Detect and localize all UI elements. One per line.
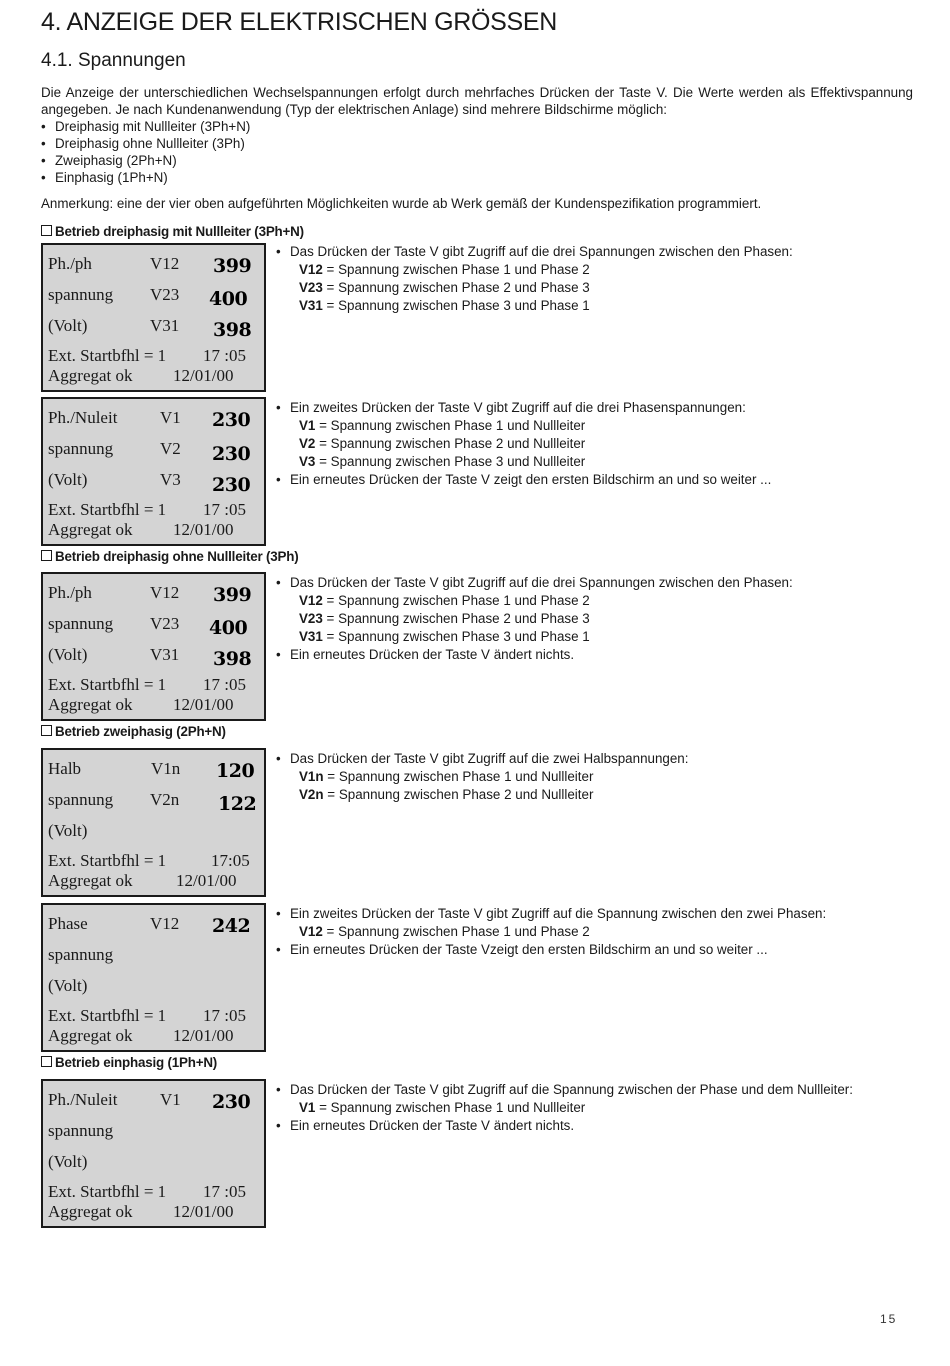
lcd-text: Aggregat ok	[48, 1026, 133, 1045]
lcd-text: Aggregat ok	[48, 1202, 133, 1221]
lcd-value: 120	[216, 760, 255, 782]
lcd-time: 17 :05	[203, 1006, 246, 1025]
lcd-text: spannung	[48, 1121, 114, 1140]
lcd-time: 17 :05	[203, 346, 246, 365]
list-item: • Dreiphasig mit Nullleiter (3Ph+N)	[41, 119, 251, 134]
lcd-date: 12/01/00	[173, 366, 234, 385]
lcd-date: 12/01/00	[173, 1026, 234, 1045]
lcd-text: Aggregat ok	[48, 520, 133, 539]
lcd-text: Ext. Startbfhl = 1	[48, 675, 167, 694]
lcd-label: V2	[160, 439, 181, 458]
note-text: Anmerkung: eine der vier oben aufgeführten Möglichkeiten wurde ab Werk gemäß der Kundenspezifikation programmiert.	[41, 196, 762, 211]
intro-paragraph: Die Anzeige der unterschiedlichen Wechselspannungen erfolgt durch mehrfaches Drücken der Taste V. Die Werte werden als Effektivspannung angegeben. Je nach Kundenanwendung (Typ der elektrischen Anlage) sind mehrere Bildschirme möglich:	[41, 85, 913, 117]
lcd-screen-3ph-neutral	[41, 397, 266, 546]
description-3: • Das Drücken der Taste V gibt Zugriff auf die drei Spannungen zwischen den Phasen: V12 = Spannung zwischen Phase 1 und Phase 2 V23 = Spannung zwischen Phase 2 und Phase 3 V31 = Spannung zwischen Phase 3 und Phase 1 • Ein erneutes Drücken der Taste V ändert nichts.	[276, 575, 793, 662]
lcd-text: (Volt)	[48, 1152, 88, 1171]
description-1: • Das Drücken der Taste V gibt Zugriff auf die drei Spannungen zwischen den Phasen: V12 = Spannung zwischen Phase 1 und Phase 2 V23 = Spannung zwischen Phase 2 und Phase 3 V31 = Spannung zwischen Phase 3 und Phase 1	[276, 244, 793, 313]
lcd-title: Ph./Nuleit	[48, 408, 118, 427]
lcd-value: 242	[212, 915, 251, 937]
lcd-label: V1	[160, 408, 181, 427]
lcd-text: Ext. Startbfhl = 1	[48, 1006, 167, 1025]
lcd-screen-2ph-phase	[41, 903, 266, 1052]
lcd-date: 12/01/00	[173, 695, 234, 714]
lcd-label: V1	[160, 1090, 181, 1109]
lcd-text: spannung	[48, 439, 114, 458]
lcd-text: Aggregat ok	[48, 871, 133, 890]
lcd-label: V23	[150, 285, 180, 304]
lcd-label: V31	[150, 316, 180, 335]
lcd-text: Ext. Startbfhl = 1	[48, 346, 167, 365]
list-item: • Einphasig (1Ph+N)	[41, 170, 168, 185]
lcd-text: (Volt)	[48, 645, 88, 664]
lcd-time: 17 :05	[203, 1182, 246, 1201]
lcd-date: 12/01/00	[173, 1202, 234, 1221]
description-2: • Ein zweites Drücken der Taste V gibt Zugriff auf die drei Phasenspannungen: V1 = Spannung zwischen Phase 1 und Nullleiter V2 = Spannung zwischen Phase 2 und Nullleiter V3 = Spannung zwischen Phase 3 und Nullleiter • Ein erneutes Drücken der Taste V zeigt den ersten Bildschirm an und so weiter ...	[276, 400, 772, 487]
lcd-label: V12	[150, 254, 180, 273]
page-number: 15	[880, 1312, 898, 1326]
lcd-text: (Volt)	[48, 470, 88, 489]
lcd-value: 400	[209, 617, 248, 639]
lcd-value: 400	[209, 288, 248, 310]
section-title-3ph: Betrieb dreiphasig ohne Nullleiter (3Ph)	[41, 549, 299, 564]
lcd-value: 230	[212, 443, 251, 465]
checkbox-icon	[41, 550, 52, 561]
lcd-label: V12	[150, 914, 180, 933]
lcd-value: 398	[213, 319, 252, 341]
lcd-date: 12/01/00	[173, 520, 234, 539]
section-title-2ph-n: Betrieb zweiphasig (2Ph+N)	[41, 724, 226, 739]
intro-block	[41, 84, 913, 186]
mode-list	[41, 118, 913, 186]
lcd-title: Halb	[48, 759, 82, 778]
lcd-value: 230	[212, 1091, 251, 1113]
lcd-label: V23	[150, 614, 180, 633]
lcd-label: V3	[160, 470, 181, 489]
lcd-title: Ph./ph	[48, 583, 92, 602]
lcd-label: V12	[150, 583, 180, 602]
lcd-value: 398	[213, 648, 252, 670]
lcd-value: 230	[212, 474, 251, 496]
lcd-text: (Volt)	[48, 976, 88, 995]
lcd-screen-2ph-half	[41, 748, 266, 897]
section-title-3ph-n: Betrieb dreiphasig mit Nullleiter (3Ph+N)	[41, 224, 304, 239]
lcd-screen-3ph-phase	[41, 243, 266, 392]
lcd-time: 17 :05	[203, 675, 246, 694]
lcd-text: Aggregat ok	[48, 366, 133, 385]
list-item: • Dreiphasig ohne Nullleiter (3Ph)	[41, 136, 245, 151]
lcd-text: Ext. Startbfhl = 1	[48, 1182, 167, 1201]
description-4: • Das Drücken der Taste V gibt Zugriff auf die zwei Halbspannungen: V1n = Spannung zwischen Phase 1 und Nullleiter V2n = Spannung zwischen Phase 2 und Nullleiter	[276, 751, 689, 802]
lcd-text: spannung	[48, 790, 114, 809]
lcd-label: V2n	[150, 790, 180, 809]
lcd-date: 12/01/00	[176, 871, 237, 890]
checkbox-icon	[41, 725, 52, 736]
lcd-title: Phase	[48, 914, 88, 933]
lcd-text: (Volt)	[48, 821, 88, 840]
section-heading: 4.1. Spannungen	[41, 50, 186, 71]
checkbox-icon	[41, 225, 52, 236]
lcd-value: 399	[213, 584, 252, 606]
page-heading: 4. ANZEIGE DER ELEKTRISCHEN GRÖSSEN	[41, 8, 558, 36]
lcd-value: 122	[218, 793, 257, 815]
lcd-text: spannung	[48, 614, 114, 633]
lcd-text: Ext. Startbfhl = 1	[48, 500, 167, 519]
description-6: • Das Drücken der Taste V gibt Zugriff auf die Spannung zwischen der Phase und dem Nullleiter: V1 = Spannung zwischen Phase 1 und Nullleiter • Ein erneutes Drücken der Taste V ändert nichts.	[276, 1082, 853, 1133]
lcd-text: spannung	[48, 945, 114, 964]
lcd-label: V1n	[151, 759, 181, 778]
checkbox-icon	[41, 1056, 52, 1067]
lcd-screen-1ph	[41, 1079, 266, 1228]
lcd-text: Aggregat ok	[48, 695, 133, 714]
lcd-time: 17 :05	[203, 500, 246, 519]
lcd-time: 17:05	[211, 851, 250, 870]
lcd-value: 399	[213, 255, 252, 277]
section-title-1ph-n: Betrieb einphasig (1Ph+N)	[41, 1055, 217, 1070]
lcd-text: Ext. Startbfhl = 1	[48, 851, 167, 870]
list-item: • Zweiphasig (2Ph+N)	[41, 153, 177, 168]
lcd-title: Ph./Nuleit	[48, 1090, 118, 1109]
lcd-label: V31	[150, 645, 180, 664]
description-5: • Ein zweites Drücken der Taste V gibt Zugriff auf die Spannung zwischen den zwei Phasen: V12 = Spannung zwischen Phase 1 und Phase 2 • Ein erneutes Drücken der Taste Vzeigt den ersten Bildschirm an und so weiter ...	[276, 906, 827, 957]
lcd-text: (Volt)	[48, 316, 88, 335]
lcd-text: spannung	[48, 285, 114, 304]
lcd-value: 230	[212, 409, 251, 431]
lcd-screen-3ph-no-neutral	[41, 572, 266, 721]
lcd-title: Ph./ph	[48, 254, 92, 273]
